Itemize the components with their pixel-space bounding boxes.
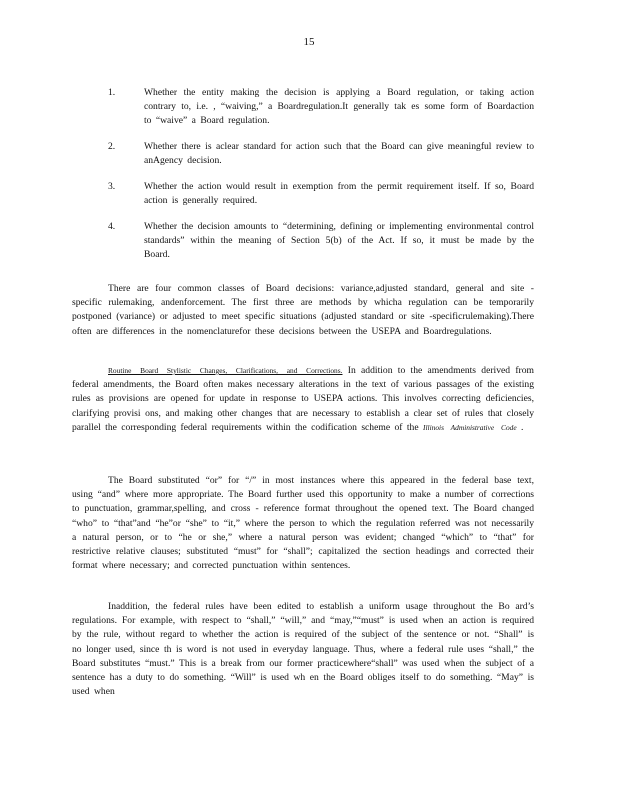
list-item [108,180,534,208]
list-item-text: Whether the action would result in exemption from the permit requirement itself. If so, Board action is generally required. [144,181,534,206]
paragraph-stylistic-changes [72,364,534,435]
page-number: 15 [303,36,315,48]
list-item [108,220,534,262]
list-item-number: 1. [108,87,116,98]
list-item [108,140,534,168]
list-item-text: Whether the entity making the decision is applying a Board regulation, or taking action contrary to, i.e. , “waiving,” a Boardregulation.It generally tak es some form of Boardaction to “waive” a Board regulation. [144,87,534,126]
paragraph-board-decisions: There are four common classes of Board decisions: variance,adjusted standard, general and site - specific rulemaking, andenforcement. The first three are methods by whicha regulation can be temporarily postponed (variance) or adjusted to meet specific situations (adjusted standard or site -specificrulemaking).There often are differences in the nomenclaturefor these decisions between the USEPA and Boardregulations. [72,283,534,337]
list-item-number: 3. [108,181,116,192]
list-item-number: 4. [108,221,116,232]
criteria-list [108,86,534,274]
paragraph-substitutions: The Board substituted “or” for “/” in most instances where this appeared in the federal base text, using “and” where more appropriate. The Board further used this opportunity to make a number of corrections to punctuation, grammar,spelling, and cross - reference format throughout the opened text. The Board changed “who” to “that”and “he”or “she” to “it,” where the person to which the regulation referred was not necessarily a natural person, or to “he or she,” where a natural person was evident; changed “which” to “that” for restrictive relative clauses; substituted “must” for “shall”; capitalized the section headings and corrected their format where necessary; and corrected punctuation within sentences. [72,475,534,572]
run-in-heading: Routine Board Stylistic Changes, Clarifications, and Corrections. [108,366,343,375]
code-title: Illinois Administrative Code [423,422,517,432]
paragraph-body: In addition to the amendments derived from federal amendments, the Board often makes necessary alterations in the text of various passages of the existing rules as provisions are opened for update in response to USEPA actions. This involves correcting deficiencies, clarifying provisi ons, and making other changes that are necessary to establish a clear set of rules that closely parallel the corresponding federal requirements within the codification scheme of the [72,365,535,433]
list-item-number: 2. [108,141,116,152]
list-item [108,86,534,128]
paragraph-uniform-usage: Inaddition, the federal rules have been edited to establish a uniform usage throughout the Bo ard’s regulations. For example, with respect to “shall,” “will,” and “may,”“must” is used when an action is required by the rule, without regard to whether the action is required of the subject of the sentence or not. “Shall” is no longer used, since th is word is not used in everyday language. Thus, where a federal rule uses “shall,” the Board substitutes “must.” This is a break from our former practicewhere“shall” was used when the subject of a sentence has a duty to do something. “Will” is used wh en the Board obliges itself to do something. “May” is used when [72,601,534,698]
paragraph-end: . [516,421,524,433]
list-item-text: Whether there is aclear standard for action such that the Board can give meaningful review to anAgency decision. [144,141,534,166]
list-item-text: Whether the decision amounts to “determining, defining or implementing environmental control standards” within the meaning of Section 5(b) of the Act. If so, it must be made by the Board. [144,221,534,260]
